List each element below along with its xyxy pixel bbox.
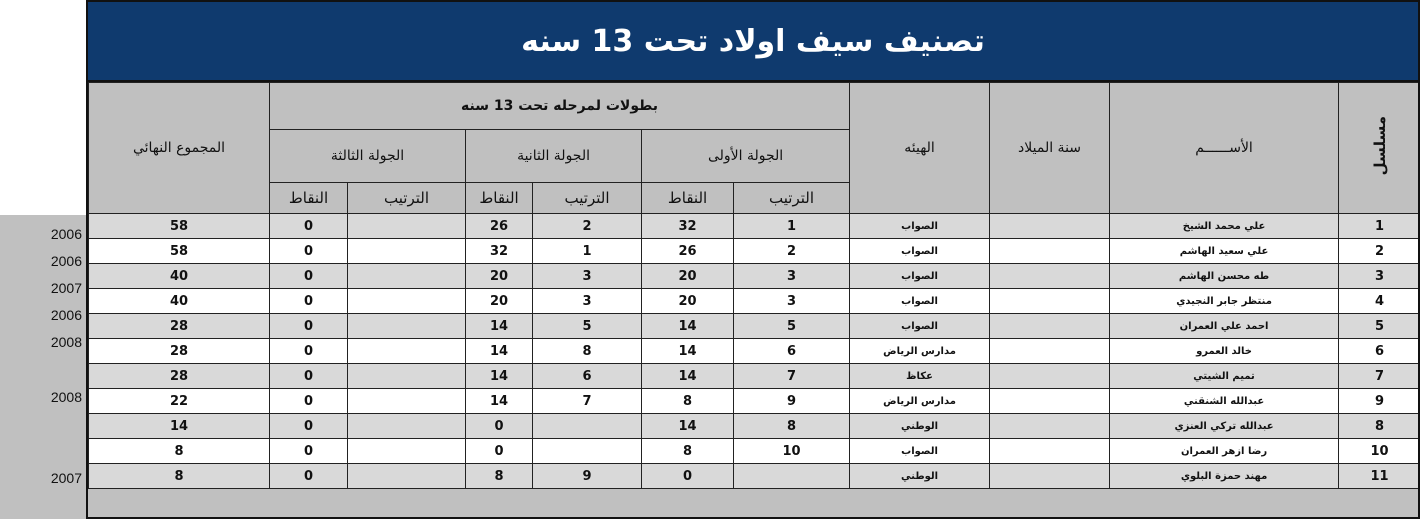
birth-year-cell bbox=[990, 239, 1110, 264]
club-cell: الوطني bbox=[850, 414, 990, 439]
r2-rank-cell: 9 bbox=[533, 464, 642, 489]
club-cell: الوطني bbox=[850, 464, 990, 489]
side-year: 2006 bbox=[50, 307, 82, 324]
r1-points-cell: 14 bbox=[642, 339, 734, 364]
total-cell: 28 bbox=[89, 314, 270, 339]
table-row bbox=[89, 464, 1421, 489]
r2-rank-cell bbox=[533, 414, 642, 439]
side-year: 2008 bbox=[50, 334, 82, 351]
serial-cell: 1 bbox=[1339, 214, 1420, 239]
birth-year-header: سنة الميلاد bbox=[990, 83, 1110, 214]
r3-rank-cell bbox=[348, 214, 466, 239]
championships-header: بطولات لمرحله تحت 13 سنه bbox=[270, 83, 850, 130]
r3-rank-header: الترتيب bbox=[348, 183, 466, 214]
total-cell: 58 bbox=[89, 239, 270, 264]
r1-points-cell: 0 bbox=[642, 464, 734, 489]
name-cell: علي محمد الشيخ bbox=[1110, 214, 1339, 239]
r1-rank-cell: 6 bbox=[734, 339, 850, 364]
r3-rank-cell bbox=[348, 364, 466, 389]
name-cell: تميم الشيتي bbox=[1110, 364, 1339, 389]
table-row bbox=[89, 439, 1421, 464]
side-year: 2007 bbox=[50, 280, 82, 297]
serial-cell: 11 bbox=[1339, 464, 1420, 489]
r1-points-cell: 8 bbox=[642, 389, 734, 414]
total-header: المجموع النهائي bbox=[89, 83, 270, 214]
birth-year-cell bbox=[990, 389, 1110, 414]
round2-header: الجولة الثانية bbox=[466, 130, 642, 183]
r2-rank-header: الترتيب bbox=[533, 183, 642, 214]
total-cell: 40 bbox=[89, 264, 270, 289]
r3-rank-cell bbox=[348, 339, 466, 364]
birth-year-cell bbox=[990, 214, 1110, 239]
r1-rank-cell: 2 bbox=[734, 239, 850, 264]
r3-rank-cell bbox=[348, 389, 466, 414]
club-cell: الصواب bbox=[850, 214, 990, 239]
birth-year-cell bbox=[990, 289, 1110, 314]
total-cell: 58 bbox=[89, 214, 270, 239]
r3-points-cell: 0 bbox=[270, 214, 348, 239]
r3-points-cell: 0 bbox=[270, 389, 348, 414]
r2-rank-cell: 5 bbox=[533, 314, 642, 339]
r2-points-cell: 26 bbox=[466, 214, 533, 239]
table-row bbox=[89, 339, 1421, 364]
total-cell: 22 bbox=[89, 389, 270, 414]
r3-points-cell: 0 bbox=[270, 339, 348, 364]
r1-rank-cell: 1 bbox=[734, 214, 850, 239]
birth-year-cell bbox=[990, 439, 1110, 464]
r2-rank-cell: 6 bbox=[533, 364, 642, 389]
r1-rank-cell: 3 bbox=[734, 289, 850, 314]
r1-rank-cell: 10 bbox=[734, 439, 850, 464]
club-cell: الصواب bbox=[850, 239, 990, 264]
birth-year-cell bbox=[990, 339, 1110, 364]
r2-rank-cell bbox=[533, 439, 642, 464]
name-cell: عبدالله الشنقني bbox=[1110, 389, 1339, 414]
r1-points-cell: 14 bbox=[642, 364, 734, 389]
serial-header: مسلسل bbox=[1339, 83, 1420, 214]
serial-cell: 7 bbox=[1339, 364, 1420, 389]
name-cell: مهند حمزة البلوي bbox=[1110, 464, 1339, 489]
side-year: 2008 bbox=[50, 388, 82, 405]
r1-rank-cell: 7 bbox=[734, 364, 850, 389]
serial-cell: 9 bbox=[1339, 389, 1420, 414]
table-row bbox=[89, 389, 1421, 414]
r1-points-header: النقاط bbox=[642, 183, 734, 214]
r3-rank-cell bbox=[348, 314, 466, 339]
ranking-table bbox=[88, 82, 1420, 489]
r3-points-cell: 0 bbox=[270, 289, 348, 314]
total-cell: 28 bbox=[89, 364, 270, 389]
name-header: الأســــــم bbox=[1110, 83, 1339, 214]
club-cell: عكاظ bbox=[850, 364, 990, 389]
birth-year-cell bbox=[990, 314, 1110, 339]
serial-cell: 8 bbox=[1339, 414, 1420, 439]
birth-year-cell bbox=[990, 264, 1110, 289]
r3-points-cell: 0 bbox=[270, 314, 348, 339]
r2-points-cell: 14 bbox=[466, 339, 533, 364]
r3-points-cell: 0 bbox=[270, 364, 348, 389]
r2-rank-cell: 7 bbox=[533, 389, 642, 414]
r3-rank-cell bbox=[348, 239, 466, 264]
table-row bbox=[89, 289, 1421, 314]
side-year: 2006 bbox=[50, 253, 82, 270]
r2-points-header: النقاط bbox=[466, 183, 533, 214]
serial-cell: 4 bbox=[1339, 289, 1420, 314]
r2-points-cell: 14 bbox=[466, 364, 533, 389]
table-body bbox=[89, 214, 1421, 489]
page-title: تصنيف سيف اولاد تحت 13 سنه bbox=[88, 2, 1418, 82]
r1-points-cell: 20 bbox=[642, 264, 734, 289]
r2-rank-cell: 3 bbox=[533, 289, 642, 314]
name-cell: احمد علي العمران bbox=[1110, 314, 1339, 339]
r2-points-cell: 20 bbox=[466, 289, 533, 314]
r1-rank-header: الترتيب bbox=[734, 183, 850, 214]
total-cell: 28 bbox=[89, 339, 270, 364]
r2-points-cell: 32 bbox=[466, 239, 533, 264]
r1-rank-cell: 5 bbox=[734, 314, 850, 339]
r3-rank-cell bbox=[348, 439, 466, 464]
club-cell: الصواب bbox=[850, 289, 990, 314]
club-cell: مدارس الرياض bbox=[850, 389, 990, 414]
r2-points-cell: 0 bbox=[466, 414, 533, 439]
r3-rank-cell bbox=[348, 464, 466, 489]
club-cell: الصواب bbox=[850, 314, 990, 339]
r3-rank-cell bbox=[348, 414, 466, 439]
table-row bbox=[89, 414, 1421, 439]
serial-cell: 6 bbox=[1339, 339, 1420, 364]
total-cell: 14 bbox=[89, 414, 270, 439]
r1-points-cell: 14 bbox=[642, 414, 734, 439]
name-cell: عبدالله تركي العنزي bbox=[1110, 414, 1339, 439]
serial-cell: 2 bbox=[1339, 239, 1420, 264]
table-row bbox=[89, 214, 1421, 239]
r3-points-cell: 0 bbox=[270, 439, 348, 464]
table-row bbox=[89, 314, 1421, 339]
r1-points-cell: 14 bbox=[642, 314, 734, 339]
r1-points-cell: 32 bbox=[642, 214, 734, 239]
r2-points-cell: 14 bbox=[466, 314, 533, 339]
club-cell: مدارس الرياض bbox=[850, 339, 990, 364]
birth-year-cell bbox=[990, 464, 1110, 489]
r2-rank-cell: 1 bbox=[533, 239, 642, 264]
r3-points-cell: 0 bbox=[270, 239, 348, 264]
r3-points-cell: 0 bbox=[270, 464, 348, 489]
header-row-1 bbox=[89, 83, 1421, 130]
total-cell: 8 bbox=[89, 464, 270, 489]
birth-year-cell bbox=[990, 364, 1110, 389]
table-row bbox=[89, 364, 1421, 389]
table-row bbox=[89, 239, 1421, 264]
name-cell: رضا ازهر العمران bbox=[1110, 439, 1339, 464]
total-cell: 8 bbox=[89, 439, 270, 464]
club-cell: الصواب bbox=[850, 439, 990, 464]
r2-points-cell: 0 bbox=[466, 439, 533, 464]
total-cell: 40 bbox=[89, 289, 270, 314]
r1-rank-cell: 3 bbox=[734, 264, 850, 289]
r2-rank-cell: 8 bbox=[533, 339, 642, 364]
ranking-sheet bbox=[86, 0, 1420, 519]
r1-points-cell: 20 bbox=[642, 289, 734, 314]
serial-cell: 3 bbox=[1339, 264, 1420, 289]
round3-header: الجولة الثالثة bbox=[270, 130, 466, 183]
name-cell: طه محسن الهاشم bbox=[1110, 264, 1339, 289]
r3-points-cell: 0 bbox=[270, 264, 348, 289]
name-cell: علي سعيد الهاشم bbox=[1110, 239, 1339, 264]
r1-rank-cell: 9 bbox=[734, 389, 850, 414]
r3-rank-cell bbox=[348, 264, 466, 289]
club-header: الهيئه bbox=[850, 83, 990, 214]
serial-cell: 5 bbox=[1339, 314, 1420, 339]
serial-cell: 10 bbox=[1339, 439, 1420, 464]
r3-points-header: النقاط bbox=[270, 183, 348, 214]
side-year: 2007 bbox=[50, 469, 82, 486]
r1-rank-cell bbox=[734, 464, 850, 489]
birth-year-cell bbox=[990, 414, 1110, 439]
r3-rank-cell bbox=[348, 289, 466, 314]
name-cell: خالد العمرو bbox=[1110, 339, 1339, 364]
r2-points-cell: 8 bbox=[466, 464, 533, 489]
club-cell: الصواب bbox=[850, 264, 990, 289]
r2-points-cell: 20 bbox=[466, 264, 533, 289]
table-row bbox=[89, 264, 1421, 289]
r1-rank-cell: 8 bbox=[734, 414, 850, 439]
name-cell: منتظر جابر النجيدي bbox=[1110, 289, 1339, 314]
r1-points-cell: 8 bbox=[642, 439, 734, 464]
side-year: 2006 bbox=[50, 226, 82, 242]
r1-points-cell: 26 bbox=[642, 239, 734, 264]
r3-points-cell: 0 bbox=[270, 414, 348, 439]
r2-rank-cell: 3 bbox=[533, 264, 642, 289]
round1-header: الجولة الأولى bbox=[642, 130, 850, 183]
r2-rank-cell: 2 bbox=[533, 214, 642, 239]
r2-points-cell: 14 bbox=[466, 389, 533, 414]
